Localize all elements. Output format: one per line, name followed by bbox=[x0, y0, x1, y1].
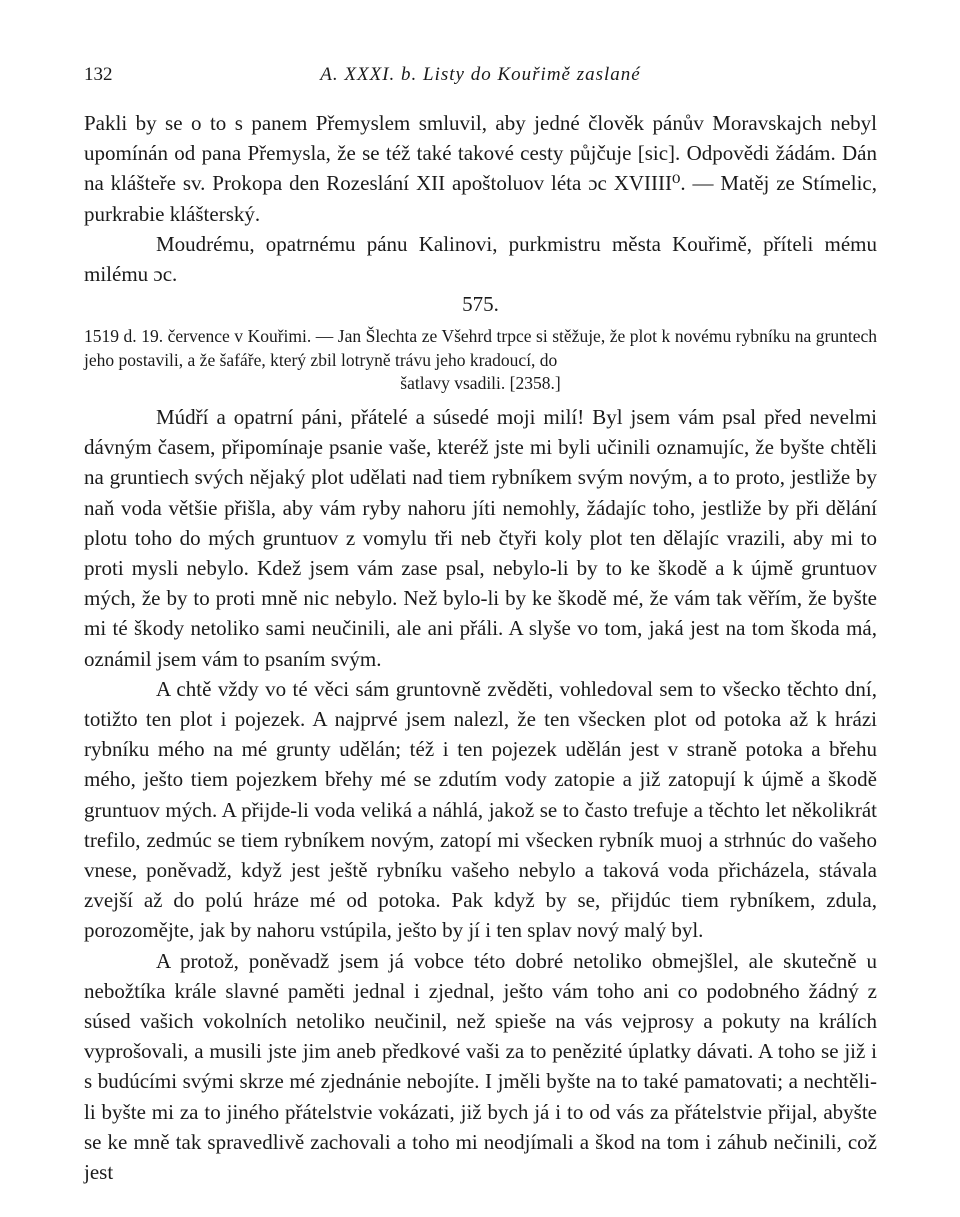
summary-last-line: šatlavy vsadili. [2358.] bbox=[400, 373, 561, 394]
letter-paragraph: A chtě vždy vo té věci sám gruntovně zvěděti, vohledoval sem to všecko těchto dní, totižto ten plot i pojezek. A najprvé jsem nalezl, že ten všecken plot od potoka až k hrázi rybníku mého na mé grunty udělán; též i ten pojezek udělán jest v straně potoka a břehu mého, ješto tiem pojezkem břehy mé se zdutím vody zatopie a již zatopují k újmě a škodě gruntuov mých. A přijde-li voda veliká a náhlá, jakož se to často trefuje a těchto let několikrát trefilo, zedmúc se tiem rybníkem novým, zatopí mi všecken rybník muoj a strhnúc do vašeho vnese, poněvadž, když jest ještě rybníku vašeho nebylo a taková voda přicházela, stávala zvejší až do polú hráze mé od potoka. Pak když by se, přijdúc tiem rybníkem, zdula, porozomějte, jak by nahoru vstúpila, ješto by jí i ten splav nový malý byl. bbox=[84, 676, 877, 943]
running-title: A. XXXI. b. Listy do Kouřimě zaslané bbox=[320, 64, 641, 85]
address-line: Moudrému, opatrnému pánu Kalinovi, purkmistru města Kouřimě, příteli mému milému ɔc. bbox=[84, 231, 877, 287]
letter-number: 575. bbox=[462, 292, 499, 317]
running-header bbox=[84, 58, 877, 92]
summary-text: 1519 d. 19. července v Kouřimi. — Jan Šlechta ze Všehrd trpce si stěžuje, že plot k novému rybníku na gruntech jeho postavili, a že šafáře, který zbil lotryně trávu jeho kradoucí, do bbox=[84, 326, 877, 370]
page-number: 132 bbox=[84, 64, 113, 85]
body-text bbox=[84, 108, 877, 1187]
intro-paragraph: Pakli by se o to s panem Přemyslem smluvil, aby jedné člověk pánův Moravskajch nebyl upomínán od pana Přemysla, že se též také takové cesty půjčuje [sic]. Odpovědi žádám. Dán na klášteře sv. Prokopa den Rozeslání XII apoštoluov léta ɔc XVIIII⁰. — Matěj ze Stímelic, purkrabie klášterský. bbox=[84, 111, 877, 226]
letter-summary bbox=[84, 325, 877, 396]
letter-paragraph: Múdří a opatrní páni, přátelé a súsedé moji milí! Byl jsem vám psal před nevelmi dávným časem, připomínaje psanie vaše, kteréž jste mi byli učinili oznamujíc, že byšte chtěli na gruntiech svých nějaký plot udělati nad tiem rybníkem svým novým, a to proto, jestliže by naň voda většie přišla, aby vám ryby nahoru jíti nemohly, žádajíc toho, jestliže by při dělání plotu toho do mých gruntuov z vomylu tři neb čtyři koly plot ten dělajíc vrazili, aby mi to proti mysli nebylo. Kdež jsem vám zase psal, nebylo-li by to ke škodě a k újmě gruntuov mých, že by to proti mně nic nebylo. Než bylo-li by ke škodě mé, že vám tak věřím, že byšte mi té škody netoliko sami neučinili, ale ani přáli. A slyše vo tom, jaká jest na tom škoda má, oznámil jsem vám to psaním svým. bbox=[84, 404, 877, 671]
letter-paragraph: A protož, poněvadž jsem já vobce této dobré netoliko obmejšlel, ale skutečně u nebožtíka krále slavné paměti jednal i zjednal, ješto vám toho ani co podobného žádný z súsed vašich vokolních netoliko neučinil, než spieše na vás vejprosy a pokuty na králích vyprošovali, a musili jste jim aneb předkové vaši za to penězité úplatky dávati. A toho se již i s budúcími svými skrze mé zjednánie nebojíte. I jměli byšte na to také pamatovati; a nechtěli-li byšte mi za to jiného přátelstvie vokázati, již bych já i to od vás za přátelstvie přijal, abyšte se ke mně tak spravedlivě zachovali a toho mi neodjímali a škod na tom i záhub nečinili, což jest bbox=[84, 948, 877, 1184]
page-content bbox=[84, 58, 877, 1187]
